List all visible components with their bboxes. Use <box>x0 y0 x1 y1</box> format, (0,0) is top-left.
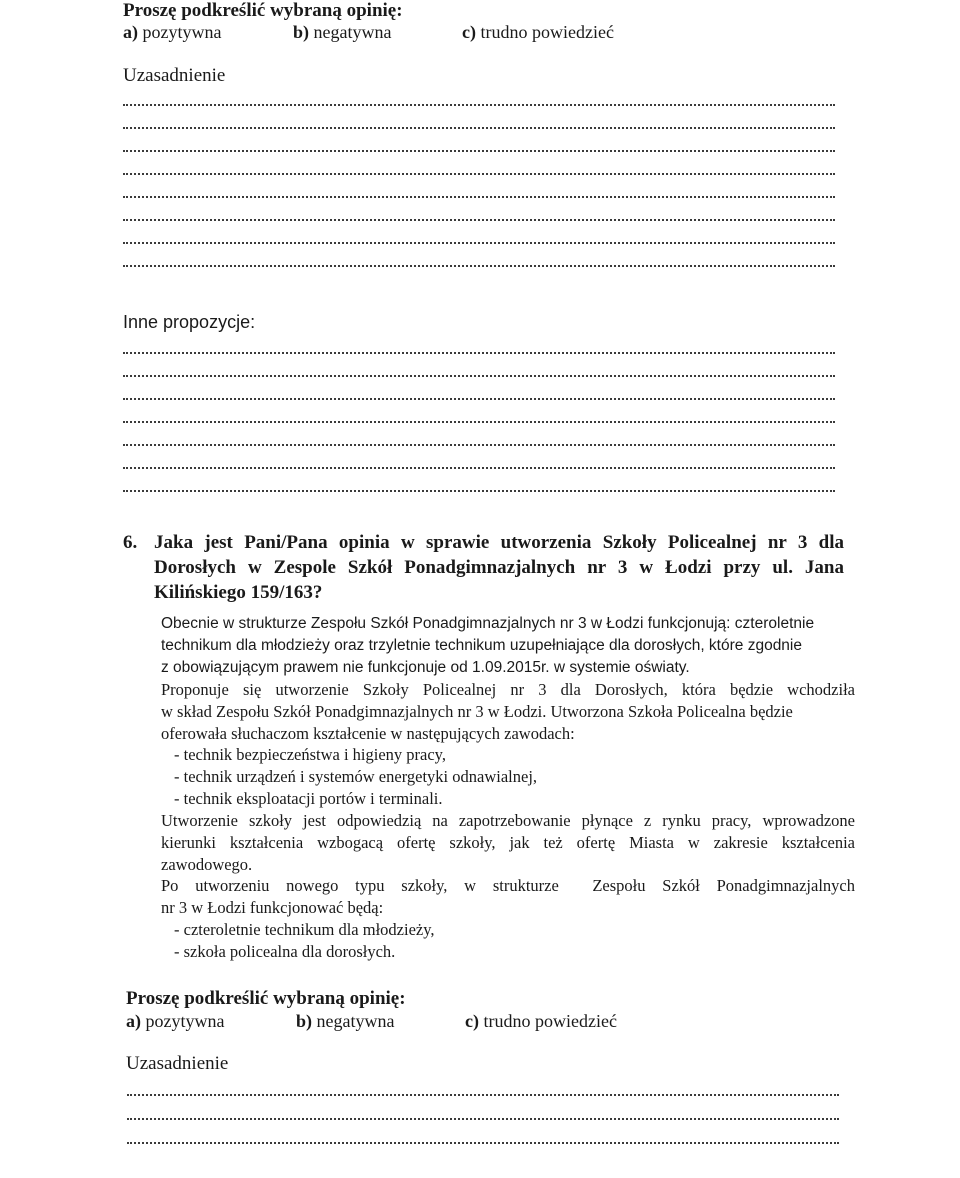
justification-label: Uzasadnienie <box>123 65 226 86</box>
option-positive[interactable] <box>123 22 221 43</box>
question-title-line-3: Kilińskiego 159/163? <box>154 582 323 603</box>
justification-2-line-2[interactable] <box>127 1118 839 1120</box>
p3-line-3: zawodowego. <box>161 855 253 874</box>
justification-line-5[interactable] <box>123 196 835 198</box>
proposal-line-4[interactable] <box>123 421 835 423</box>
option-hard-to-say-label: trudno powiedzieć <box>475 22 614 42</box>
justification-line-4[interactable] <box>123 173 835 175</box>
option-negative-label: negatywna <box>309 22 392 42</box>
proposal-line-1[interactable] <box>123 352 835 354</box>
opinion-heading-2: Proszę podkreślić wybraną opinię: <box>126 988 406 1009</box>
p2-line-2: w skład Zespołu Szkół Ponadgimnazjalnych nr 3 w Łodzi. Utworzona Szkoła Policealna będzie <box>161 702 793 721</box>
option-hard-to-say[interactable] <box>462 22 614 43</box>
option-negative-prefix: b) <box>293 22 310 42</box>
option-hard-to-say-2-label: trudno powiedzieć <box>478 1011 617 1031</box>
option-hard-to-say-prefix: c) <box>462 22 476 42</box>
option-positive-2-prefix: a) <box>126 1011 141 1031</box>
profession-item-2: - technik urządzeń i systemów energetyki odnawialnej, <box>174 767 538 786</box>
proposal-line-5[interactable] <box>123 444 835 446</box>
proposal-line-2[interactable] <box>123 375 835 377</box>
school-item-2: - szkoła policealna dla dorosłych. <box>174 942 396 961</box>
p1-line-3: z obowiązującym prawem nie funkcjonuje od 1.09.2015r. w systemie oświaty. <box>161 659 690 676</box>
justification-line-6[interactable] <box>123 219 835 221</box>
justification-line-7[interactable] <box>123 242 835 244</box>
opinion-heading: Proszę podkreślić wybraną opinię: <box>123 0 403 21</box>
justification-line-1[interactable] <box>123 104 835 106</box>
option-positive-label: pozytywna <box>138 22 222 42</box>
option-hard-to-say-2[interactable] <box>465 1011 617 1032</box>
p3-line-2: kierunki kształcenia wzbogacą ofertę szkoły, jak też ofertę Miasta w zakresie kształcenia <box>161 833 855 852</box>
option-negative-2-prefix: b) <box>296 1011 313 1031</box>
question-number: 6. <box>123 532 138 553</box>
p1-line-2: technikum dla młodzieży oraz trzyletnie technikum uzupełniające dla dorosłych, które zgodnie <box>161 637 802 654</box>
proposal-line-7[interactable] <box>123 490 835 492</box>
p2-line-3: oferowała słuchaczom kształcenie w następujących zawodach: <box>161 724 575 743</box>
proposal-line-3[interactable] <box>123 398 835 400</box>
justification-2-line-1[interactable] <box>127 1094 839 1096</box>
p3-line-1: Utworzenie szkoły jest odpowiedzią na zapotrzebowanie płynące z rynku pracy, wprowadzone <box>161 811 855 830</box>
option-negative-2-label: negatywna <box>312 1011 395 1031</box>
profession-item-3: - technik eksploatacji portów i terminali. <box>174 789 443 808</box>
p4-line-2: nr 3 w Łodzi funkcjonować będą: <box>161 898 384 917</box>
option-positive-prefix: a) <box>123 22 138 42</box>
justification-line-2[interactable] <box>123 127 835 129</box>
option-hard-to-say-2-prefix: c) <box>465 1011 479 1031</box>
question-title-line-2: Dorosłych w Zespole Szkół Ponadgimnazjalnych nr 3 w Łodzi przy ul. Jana <box>154 557 844 578</box>
school-item-1: - czteroletnie technikum dla młodzieży, <box>174 920 435 939</box>
option-negative[interactable] <box>293 22 391 43</box>
option-negative-2[interactable] <box>296 1011 394 1032</box>
p1-line-1: Obecnie w strukturze Zespołu Szkół Ponadgimnazjalnych nr 3 w Łodzi funkcjonują: czteroletnie <box>161 615 815 632</box>
justification-label-2: Uzasadnienie <box>126 1053 229 1074</box>
option-positive-2-label: pozytywna <box>141 1011 225 1031</box>
justification-line-3[interactable] <box>123 150 835 152</box>
option-positive-2[interactable] <box>126 1011 224 1032</box>
profession-item-1: - technik bezpieczeństwa i higieny pracy, <box>174 745 446 764</box>
justification-line-8[interactable] <box>123 265 835 267</box>
question-title-line-1: Jaka jest Pani/Pana opinia w sprawie utworzenia Szkoły Policealnej nr 3 dla <box>154 532 844 553</box>
proposal-line-6[interactable] <box>123 467 835 469</box>
other-proposals-label: Inne propozycje: <box>123 312 256 332</box>
p2-line-1: Proponuje się utworzenie Szkoły Policealnej nr 3 dla Dorosłych, która będzie wchodziła <box>161 680 855 699</box>
p4-line-1: Po utworzeniu nowego typu szkoły, w strukturze Zespołu Szkół Ponadgimnazjalnych <box>161 876 855 895</box>
justification-2-line-3[interactable] <box>127 1142 839 1144</box>
